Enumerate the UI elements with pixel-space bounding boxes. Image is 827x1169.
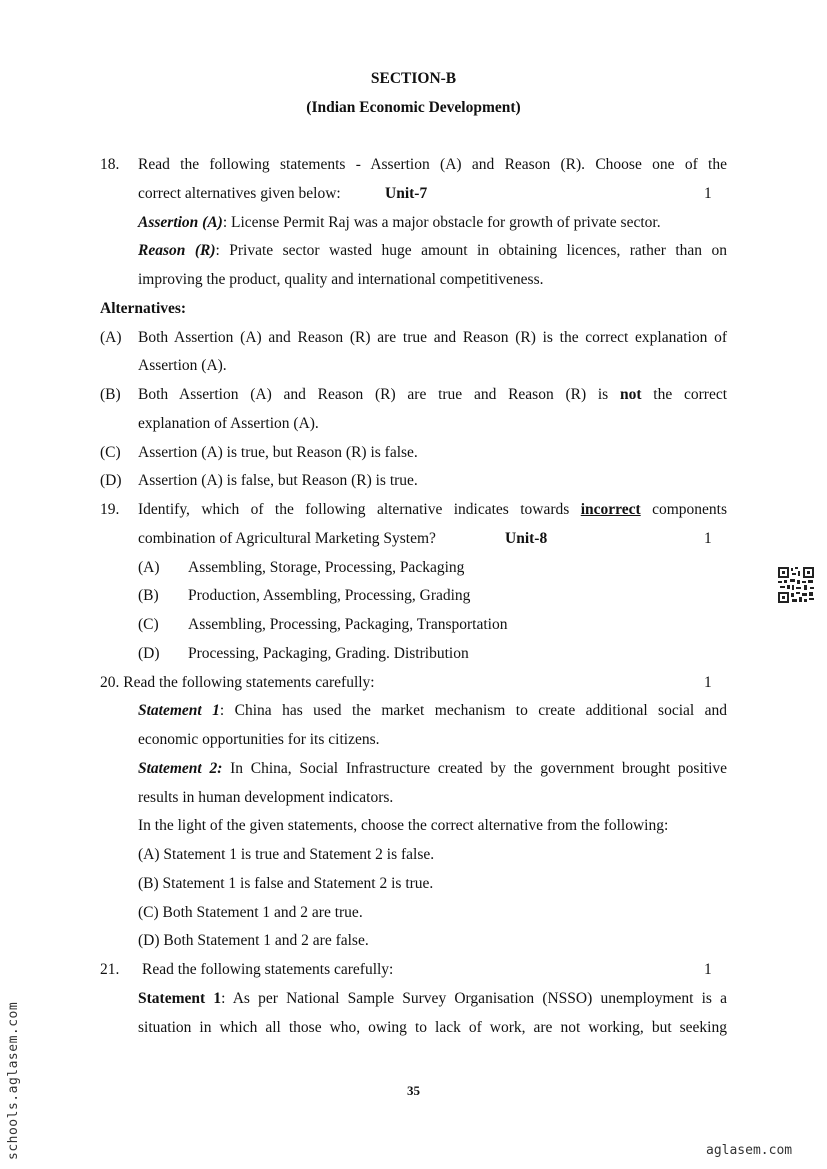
reason-label: Reason (R) — [138, 242, 216, 259]
q20-statement2 — [138, 760, 727, 778]
q18-optD: Assertion (A) is false, but Reason (R) is true. — [138, 472, 418, 489]
q18-line2: correct alternatives given below: — [138, 185, 341, 202]
assertion-label: Assertion (A) — [138, 214, 223, 231]
q19-optB-text: Production, Assembling, Processing, Grading — [188, 587, 471, 604]
q18-unit: Unit-7 — [385, 185, 428, 202]
q20-s2-text1: In China, Social Infrastructure created by the government brought positive — [230, 760, 728, 777]
q20-optD: (D) Both Statement 1 and 2 are false. — [138, 932, 369, 949]
q20-instruction: In the light of the given statements, choose the correct alternative from the following: — [138, 817, 669, 834]
reason-text-1: : Private sector wasted huge amount in obtaining licences, rather than on — [215, 242, 727, 259]
page-number: 35 — [407, 1083, 420, 1098]
q21-number: 21. — [100, 961, 120, 978]
q19-pre: Identify, which of the following alternative indicates towards — [138, 501, 570, 518]
section-title: SECTION-B — [370, 70, 457, 87]
q20-s1-label: Statement 1 — [138, 702, 220, 719]
q19-optD-text: Processing, Packaging, Grading. Distribution — [188, 645, 469, 662]
q19-post: components — [652, 501, 727, 518]
q18-optA-line1: Both Assertion (A) and Reason (R) are true and Reason (R) is the correct explanation of — [138, 329, 727, 346]
q21-marks: 1 — [704, 961, 712, 978]
q19-line2: combination of Agricultural Marketing System? — [138, 530, 436, 547]
q19-optA-label: (A) — [138, 559, 160, 576]
q20-s1-text1: : China has used the market mechanism to create additional social and — [219, 702, 728, 719]
q19-optC-label: (C) — [138, 616, 159, 633]
assertion-text: : License Permit Raj was a major obstacle for growth of private sector. — [222, 214, 661, 231]
q19-optD-label: (D) — [138, 645, 160, 662]
q18-marks: 1 — [704, 185, 712, 202]
q20-optA: (A) Statement 1 is true and Statement 2 is false. — [138, 846, 435, 863]
q18-optD-label: (D) — [100, 472, 122, 489]
q20-optB: (B) Statement 1 is false and Statement 2 is true. — [138, 875, 434, 892]
q19-optC-text: Assembling, Processing, Packaging, Transportation — [188, 616, 508, 633]
optB-post: the correct — [653, 386, 728, 403]
q20-optC: (C) Both Statement 1 and 2 are true. — [138, 904, 363, 921]
q19-optA-text: Assembling, Storage, Processing, Packaging — [188, 559, 465, 576]
q18-assertion — [138, 214, 661, 232]
q21-statement1 — [138, 990, 727, 1008]
q20-s2-label: Statement 2: — [138, 760, 223, 777]
q18-line1: Read the following statements - Assertion (A) and Reason (R). Choose one of the — [138, 156, 727, 173]
q18-number: 18. — [100, 156, 120, 173]
section-subtitle: (Indian Economic Development) — [306, 99, 521, 116]
q18-optB-label: (B) — [100, 386, 121, 403]
optB-pre: Both Assertion (A) and Reason (R) are true and Reason (R) is — [138, 386, 609, 403]
side-watermark: schools.aglasem.com — [6, 1001, 21, 1160]
q21-s1-text1: : As per National Sample Survey Organisation (NSSO) unemployment is a — [221, 990, 727, 1007]
q21-s1-label: Statement 1 — [138, 990, 222, 1007]
q20-intro: 20. Read the following statements carefully: — [100, 674, 375, 691]
q19-number: 19. — [100, 501, 120, 518]
q20-statement1 — [138, 702, 727, 720]
q19-marks: 1 — [704, 530, 712, 547]
optB-not: not — [619, 386, 642, 403]
q20-s1-line2: economic opportunities for its citizens. — [138, 731, 380, 748]
q19-line1 — [138, 501, 727, 519]
q19-incorrect: incorrect — [580, 501, 641, 518]
q19-unit: Unit-8 — [505, 530, 548, 547]
q18-optB-line1 — [138, 386, 727, 404]
qr-code-icon — [777, 566, 815, 604]
alternatives-label: Alternatives: — [100, 300, 187, 317]
q21-intro: Read the following statements carefully: — [142, 961, 394, 978]
q21-s1-line2: situation in which all those who, owing to lack of work, are not working, but seeking — [138, 1019, 727, 1036]
q20-s2-line2: results in human development indicators. — [138, 789, 394, 806]
q20-marks: 1 — [704, 674, 712, 691]
q19-optB-label: (B) — [138, 587, 159, 604]
q18-optB-line2: explanation of Assertion (A). — [138, 415, 319, 432]
q18-optA-label: (A) — [100, 329, 122, 346]
q18-optC: Assertion (A) is true, but Reason (R) is false. — [138, 444, 418, 461]
q18-reason — [138, 242, 727, 260]
q18-reason-line2: improving the product, quality and international competitiveness. — [138, 271, 544, 288]
bottom-watermark: aglasem.com — [706, 1143, 793, 1158]
q18-optC-label: (C) — [100, 444, 121, 461]
q18-optA-line2: Assertion (A). — [138, 357, 227, 374]
